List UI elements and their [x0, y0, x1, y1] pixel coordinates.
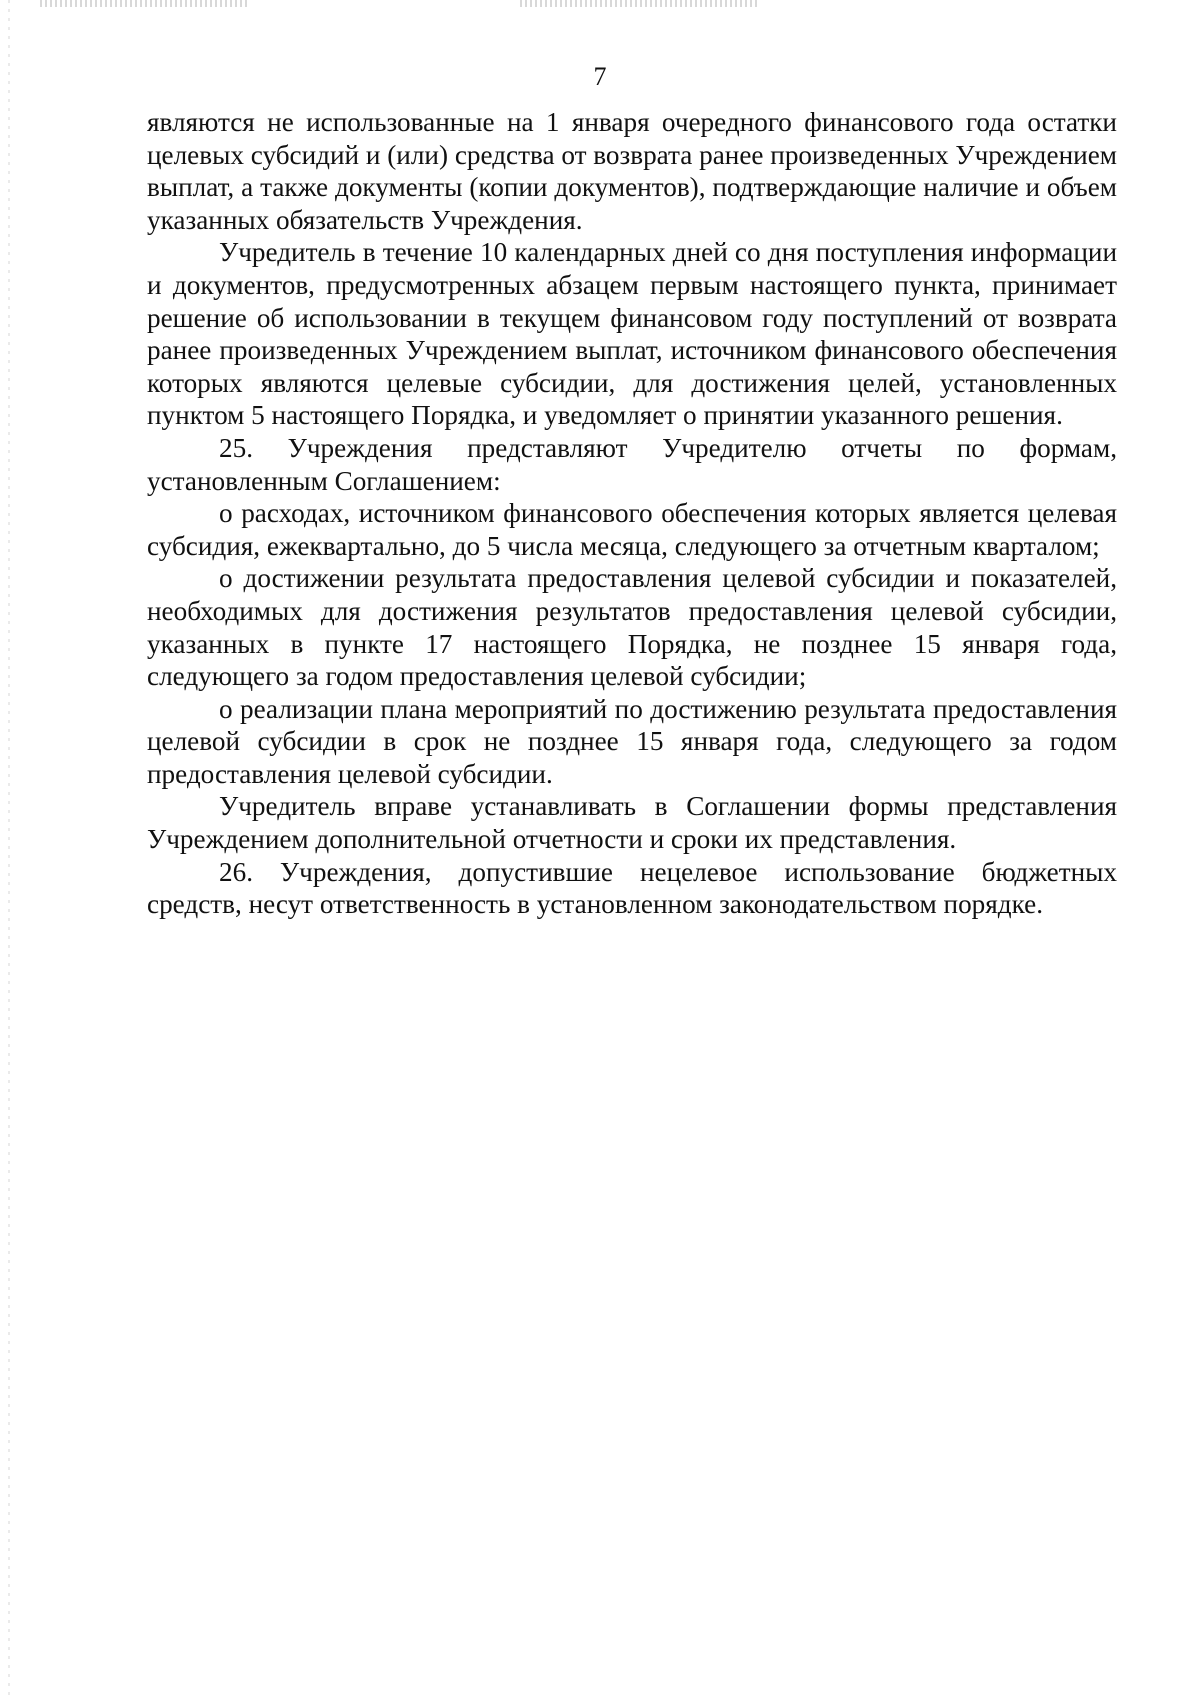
paragraph-action-plan-report: о реализации плана мероприятий по достижению результата предоставления целевой субсидии в срок не позднее 15 января года, следующего за годом предоставления целевой субсидии.	[147, 693, 1117, 789]
scan-top-artifact	[520, 0, 760, 7]
paragraph-item-25: 25. Учреждения представляют Учредителю отчеты по формам, установленным Соглашением:	[147, 432, 1117, 496]
scan-edge-artifact	[8, 0, 10, 1698]
document-body	[147, 106, 1117, 921]
paragraph-result-report: о достижении результата предоставления целевой субсидии и показателей, необходимых для достижения результатов предоставления целевой субсидии, указанных в пункте 17 настоящего Порядка, не позднее 15 января года, следующего за годом предоставления целевой субсидии;	[147, 563, 1117, 692]
scan-top-artifact	[40, 0, 250, 7]
paragraph-additional-reporting: Учредитель вправе устанавливать в Соглашении формы представления Учреждением дополнительной отчетности и сроки их представления.	[147, 791, 1117, 855]
paragraph-expense-report: о расходах, источником финансового обеспечения которых является целевая субсидия, ежеквартально, до 5 числа месяца, следующего за отчетным кварталом;	[147, 498, 1117, 561]
paragraph-founder-decision: Учредитель в течение 10 календарных дней со дня поступления информации и документов, предусмотренных абзацем первым настоящего пункта, принимает решение об использовании в текущем финансовом году поступлений от возврата ранее произведенных Учреждением выплат, источником финансового обеспечения которых являются целевые субсидии, для достижения целей, установленных пунктом 5 настоящего Порядка, и уведомляет о принятии указанного решения.	[147, 237, 1117, 431]
paragraph-continuation: являются не использованные на 1 января очередного финансового года остатки целевых субсидий и (или) средства от возврата ранее произведенных Учреждением выплат, а также документы (копии документов), подтверждающие наличие и объем указанных обязательств Учреждения.	[147, 107, 1117, 235]
paragraph-item-26: 26. Учреждения, допустившие нецелевое использование бюджетных средств, несут ответственность в установленном законодательством порядке.	[147, 856, 1117, 920]
page-number: 7	[593, 62, 607, 91]
